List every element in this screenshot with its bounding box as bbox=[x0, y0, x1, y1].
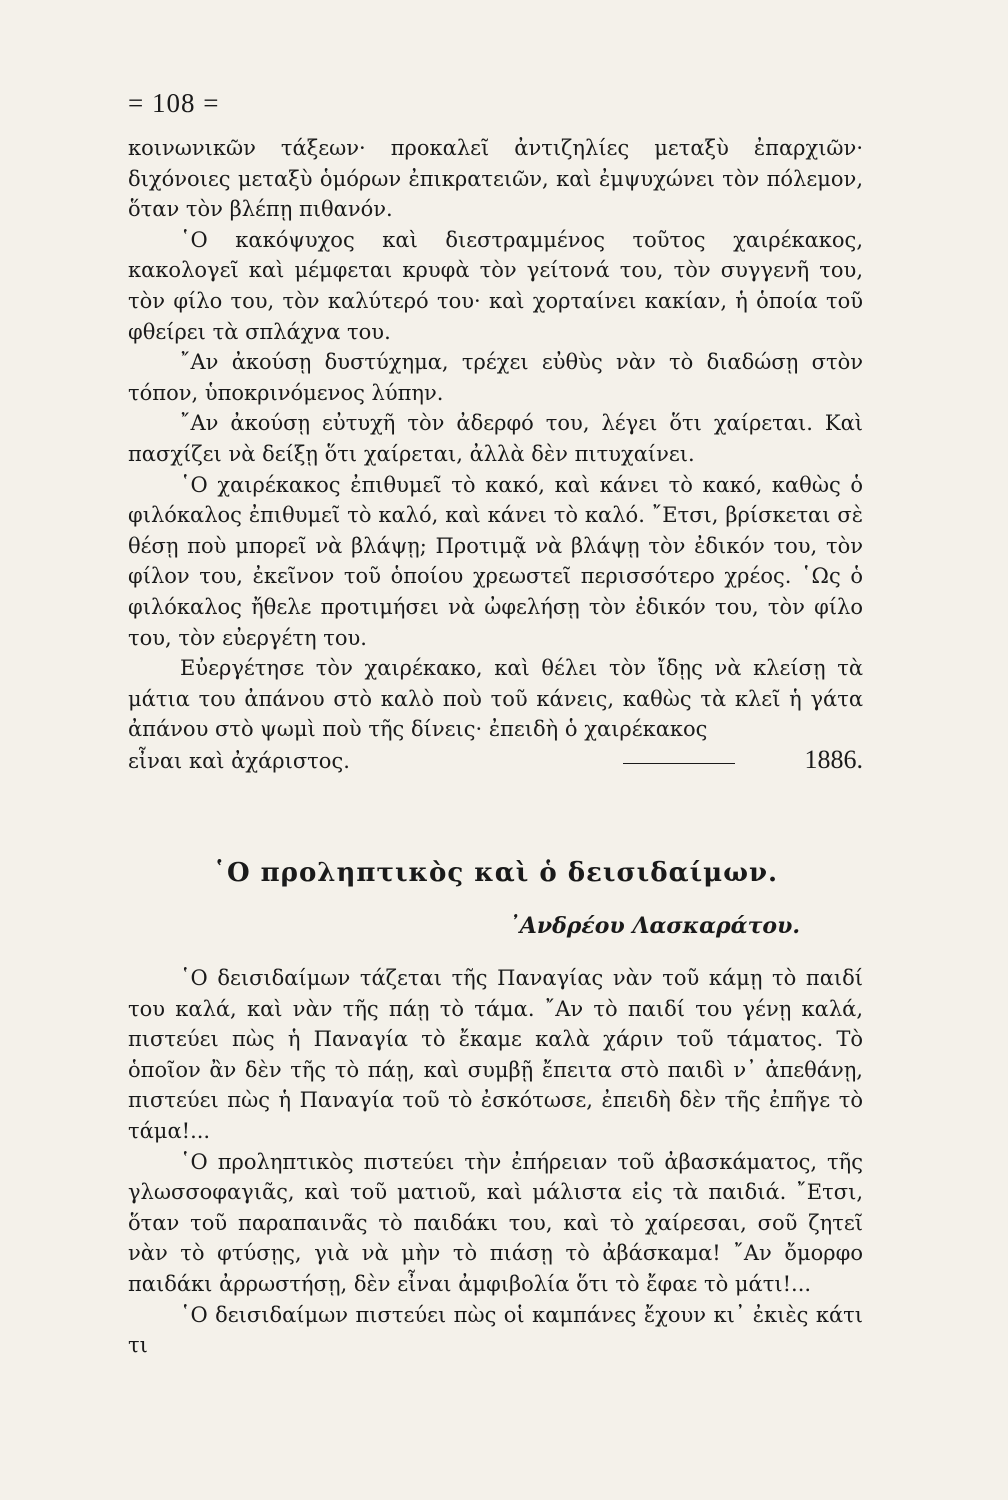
paragraph: ῎Αν ἀκούσῃ δυστύχημα, τρέχει εὐθὺς νὰν τὸ διαδώσῃ στὸν τόπον, ὑποκρινόμενος λύπην. bbox=[128, 350, 863, 405]
paragraph: ῾Ο χαιρέκακος ἐπιθυμεῖ τὸ κακό, καὶ κάνει τὸ κακό, καθὼς ὁ φιλόκαλος ἐπιθυμεῖ τὸ καλό, καὶ κάνει τὸ καλό. ῎Ετσι, βρίσκεται σὲ θέσῃ ποὺ μπορεῖ νὰ βλάψῃ; Προτιμᾷ νὰ βλάψῃ τὸν ἐδικόν του, τὸν φίλον του, ἐκεῖνον τοῦ ὁποίου χρεωστεῖ περισσότερο χρέος. ῾Ως ὁ φιλόκαλος ἤθελε προτιμήσει νὰ ὠφελήσῃ τὸν ἐδικόν του, τὸν φίλο του, τὸν εὐεργέτη του. bbox=[128, 472, 863, 650]
page-number: = 108 = bbox=[128, 88, 220, 118]
paragraph: ῎Αν ἀκούσῃ εὐτυχῆ τὸν ἀδερφό του, λέγει ὅτι χαίρεται. Καὶ πασχίζει νὰ δείξῃ ὅτι χαίρεται, ἀλλὰ δὲν πιτυχαίνει. bbox=[128, 411, 863, 466]
paragraph: ῾Ο προληπτικὸς πιστεύει τὴν ἐπήρειαν τοῦ ἀβασκάματος, τῆς γλωσσοφαγιᾶς, καὶ τοῦ ματιοῦ, καὶ μάλιστα εἰς τὰ παιδιά. ῎Ετσι, ὅταν τοῦ παραπαινᾶς τὸ παιδάκι του, καὶ τὸ χαίρεσαι, σοῦ ζητεῖ νὰν τὸ φτύσῃς, γιὰ νὰ μὴν τὸ πιάσῃ τὸ ἀβάσκαμα! ῎Αν ὄμορφο παιδάκι ἀρρωστήσῃ, δὲν εἶναι ἀμφιβολία ὅτι τὸ ἔφαε τὸ μάτι!... bbox=[128, 1149, 863, 1296]
section-2-text bbox=[128, 963, 863, 1361]
author-name: ᾿Ανδρέου Λασκαράτου. bbox=[508, 913, 800, 939]
year: 1886. bbox=[804, 744, 863, 774]
section-title: ῾Ο προληπτικὸς καὶ ὁ δεισιδαίμων. bbox=[212, 858, 779, 888]
paragraph: ῾Ο δεισιδαίμων τάζεται τῆς Παναγίας νὰν τοῦ κάμῃ τὸ παιδί του καλά, καὶ νὰν τῆς πάῃ τὸ τάμα. ῎Αν τὸ παιδί του γένῃ καλά, πιστεύει πὼς ἡ Παναγία τὸ ἔκαμε καλὰ χάριν τοῦ τάματος. Τὸ ὁποῖον ἂν δὲν τῆς τὸ πάῃ, καὶ συμβῇ ἔπειτα στὸ παιδὶ ν᾿ ἀπεθάνῃ, πιστεύει πὼς ἡ Παναγία τοῦ τὸ ἐσκότωσε, ἐπειδὴ δὲν τῆς ἐπῆγε τὸ τάμα!... bbox=[128, 966, 863, 1143]
closing-text: εἶναι καὶ ἀχάριστος. bbox=[128, 748, 350, 773]
paragraph: Εὐεργέτησε τὸν χαιρέκακο, καὶ θέλει τὸν ἴδῃς νὰ κλείσῃ τὰ μάτια του ἀπάνου στὸ καλὸ ποὺ τοῦ κάνεις, καθὼς τὰ κλεῖ ἡ γάτα ἀπάνου στὸ ψωμὶ ποὺ τῆς δίνεις· ἐπειδὴ ὁ χαιρέκακος bbox=[128, 656, 863, 742]
section-1-text bbox=[128, 133, 863, 776]
signature-block bbox=[623, 745, 864, 776]
separator-rule bbox=[623, 763, 735, 764]
paragraph: κοινωνικῶν τάξεων· προκαλεῖ ἀντιζηλίες μεταξὺ ἐπαρχιῶν· διχόνοιες μεταξὺ ὁμόρων ἐπικρατειῶν, καὶ ἐμψυχώνει τὸν πόλεμον, ὅταν τὸν βλέπῃ πιθανόν. bbox=[128, 136, 863, 222]
paragraph: ῾Ο δεισιδαίμων πιστεύει πὼς οἱ καμπάνες ἔχουν κι᾿ ἐκιὲς κάτι τι bbox=[128, 1302, 863, 1358]
closing-line bbox=[128, 745, 863, 777]
paragraph: ῾Ο κακόψυχος καὶ διεστραμμένος τοῦτος χαιρέκακος, κακολογεῖ καὶ μέμφεται κρυφὰ τὸν γείτονά του, τὸν συγγενῆ του, τὸν φίλο του, τὸν καλύτερό του· καὶ χορταίνει κακίαν, ἡ ὁποία τοῦ φθείρει τὰ σπλάχνα του. bbox=[128, 227, 863, 344]
